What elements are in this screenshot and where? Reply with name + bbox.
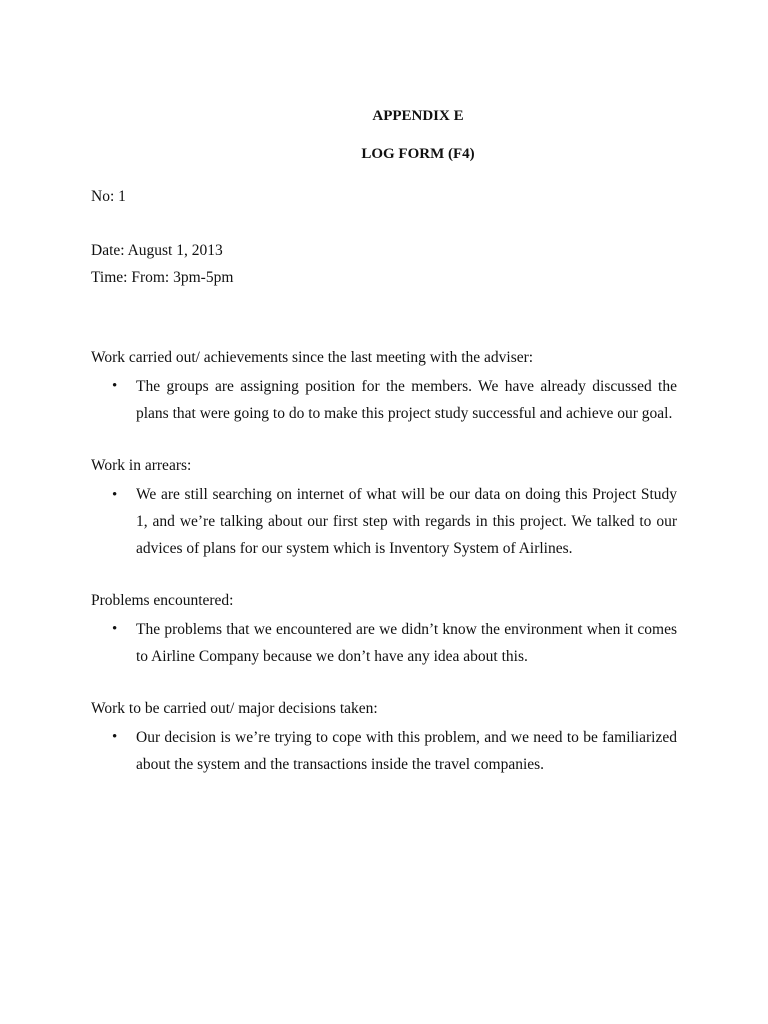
section-bullet-text: We are still searching on internet of what will be our data on doing this Project Study 1, and we’re talking about our first step with regards in this project. We talked to our advices of plans for our system which is Inventory System of Airlines. — [136, 486, 677, 557]
log-time: Time: From: 3pm-5pm — [91, 269, 234, 286]
log-number: No: 1 — [91, 188, 126, 205]
section-heading-problems-encountered: Problems encountered: — [91, 592, 234, 609]
bullet-icon: • — [112, 378, 118, 394]
section-bullet-text: The groups are assigning position for the members. We have already discussed the plans that were going to do to make this project study successful and achieve our goal. — [136, 378, 677, 422]
form-title: LOG FORM (F4) — [361, 146, 475, 162]
section-bullet-text: The problems that we encountered are we didn’t know the environment when it comes to Airline Company because we don’t have any idea about this. — [136, 621, 677, 665]
section-heading-work-to-be-carried-out: Work to be carried out/ major decisions taken: — [91, 700, 378, 717]
section-heading-work-in-arrears: Work in arrears: — [91, 457, 192, 474]
bullet-icon: • — [112, 487, 118, 503]
section-bullet-text: Our decision is we’re trying to cope with this problem, and we need to be familiarized about the system and the transactions inside the travel companies. — [136, 729, 677, 773]
bullet-icon: • — [112, 729, 118, 745]
bullet-icon: • — [112, 621, 118, 637]
appendix-title: APPENDIX E — [372, 108, 464, 124]
section-heading-work-carried-out: Work carried out/ achievements since the last meeting with the adviser: — [91, 349, 534, 366]
log-date: Date: August 1, 2013 — [91, 242, 223, 259]
